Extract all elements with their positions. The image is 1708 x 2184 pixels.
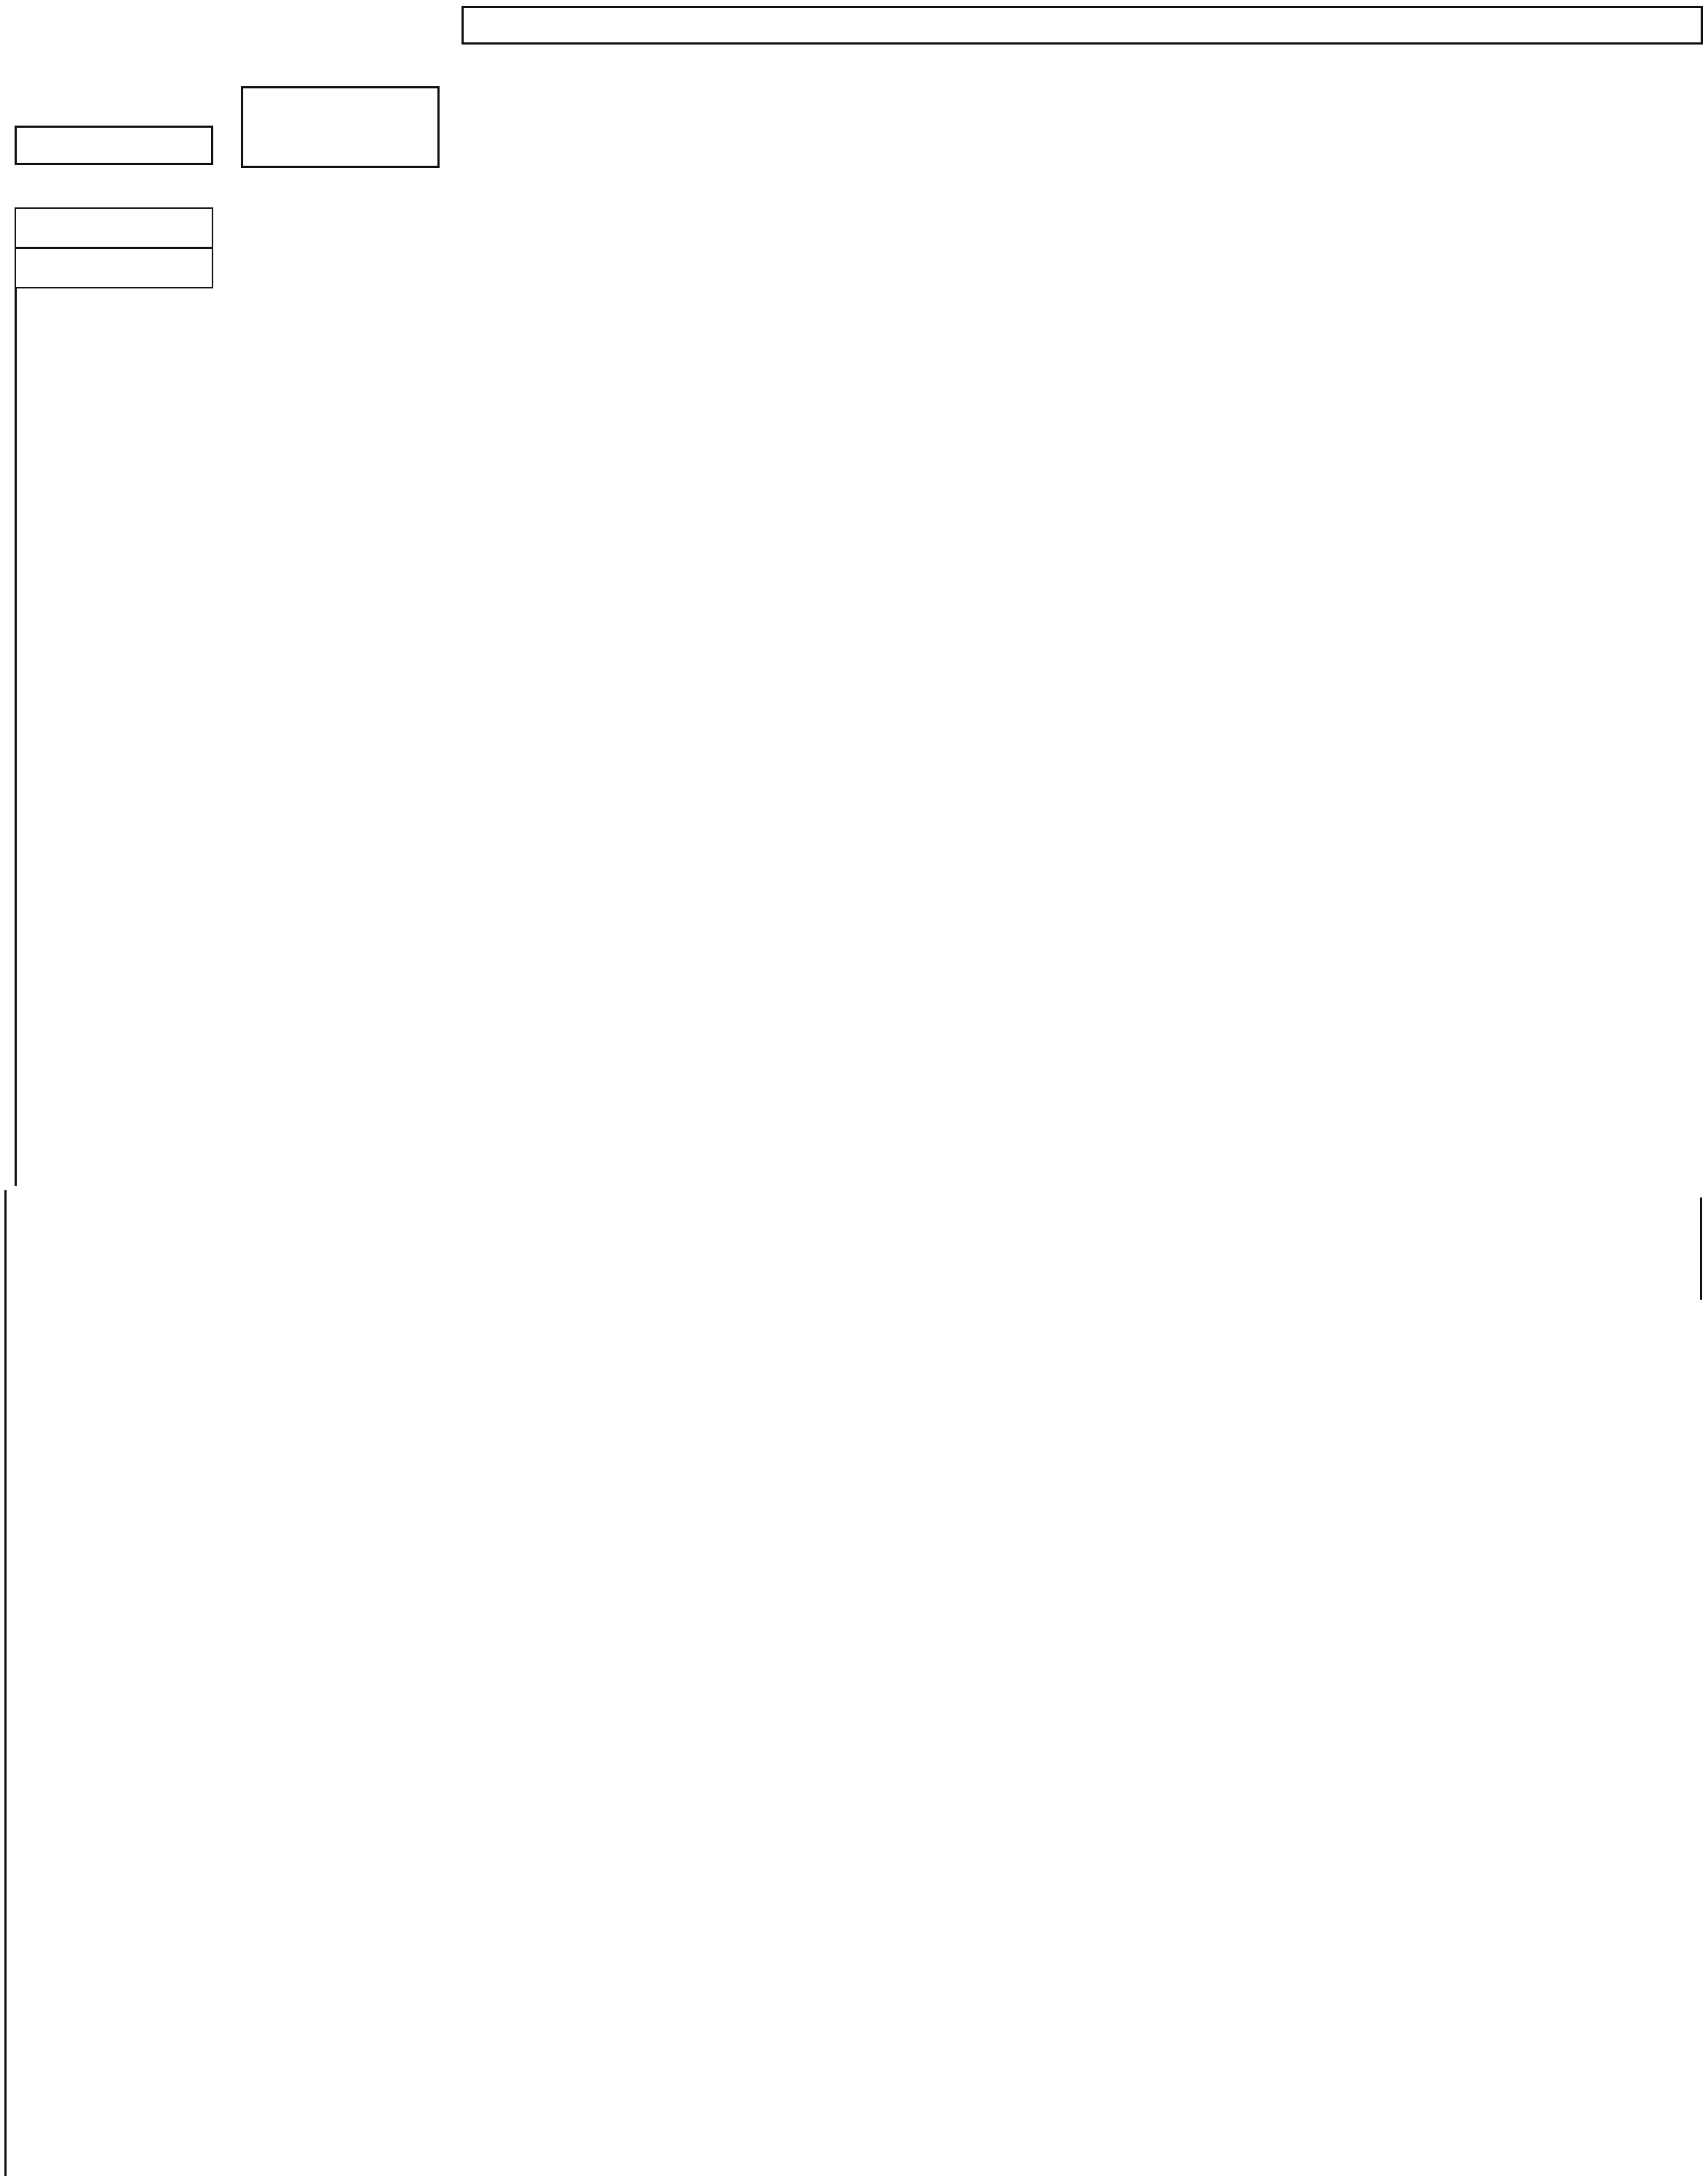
derechos-divider (462, 42, 1703, 45)
scan-mark-left (4, 1190, 7, 2176)
scan-mark-right (1700, 1198, 1702, 1300)
derechos-header (462, 6, 1703, 44)
porcentaje-cell-fijo (15, 207, 213, 248)
porcentaje-header (15, 126, 213, 165)
cuantias-header (241, 86, 440, 168)
porcentaje-left-rule (15, 288, 17, 1186)
porcentaje-cell-rate (15, 248, 213, 288)
